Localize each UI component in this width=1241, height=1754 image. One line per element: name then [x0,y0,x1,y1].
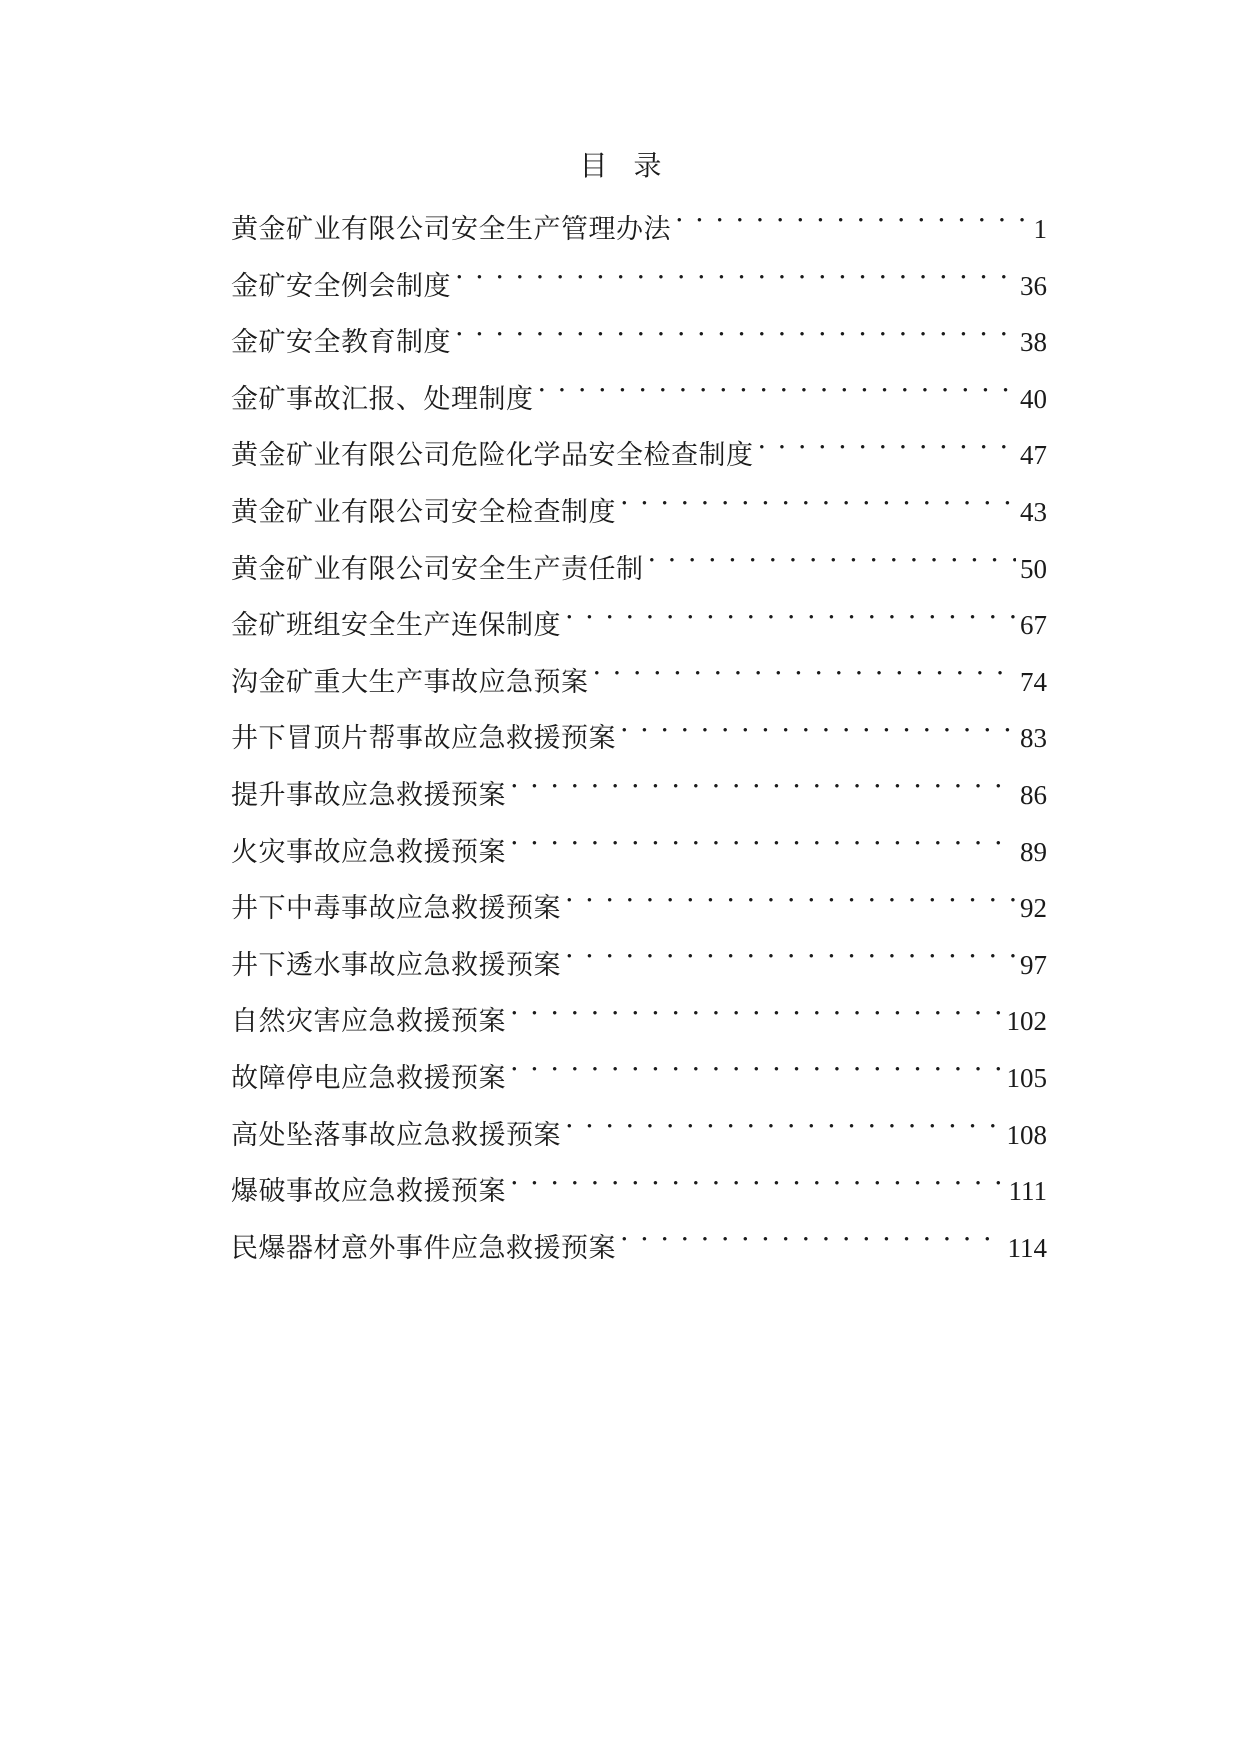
toc-entry[interactable] [231,1107,1047,1164]
toc-dot-leader [510,1173,1005,1200]
toc-entry-title: 金矿事故汇报、处理制度 [231,383,534,415]
toc-page-number: 38 [1020,327,1047,358]
toc-page-number: 86 [1020,779,1047,810]
toc-dot-leader [648,551,1017,578]
toc-entry-title: 井下透水事故应急救援预案 [231,949,561,981]
toc-page-number: 1 [1033,214,1047,244]
toc-heading: 目录 [579,149,688,182]
toc-page-number: 108 [1006,1119,1047,1150]
toc-dot-leader [455,324,1016,351]
toc-dot-leader [620,494,1016,521]
toc-entry-title: 黄金矿业有限公司危险化学品安全检查制度 [231,440,754,472]
toc-page-number: 114 [1007,1232,1047,1263]
toc-entry[interactable] [231,993,1047,1050]
toc-page-number: 40 [1020,383,1047,414]
toc-entry[interactable] [231,597,1047,654]
toc-page-number: 111 [1008,1176,1047,1207]
toc-entry[interactable] [231,1220,1047,1277]
toc-entry-title: 沟金矿重大生产事故应急预案 [231,666,589,698]
toc-entry-title: 黄金矿业有限公司安全生产责任制 [231,553,644,585]
toc-page-number: 50 [1020,553,1047,584]
toc-page-number: 43 [1020,496,1047,527]
toc-dot-leader [620,720,1016,747]
toc-entry[interactable] [231,767,1047,824]
toc-dot-leader [510,1060,1003,1087]
toc-page-number: 83 [1020,723,1047,754]
toc-entry[interactable] [231,541,1047,598]
toc-dot-leader [593,664,1017,691]
toc-entry-title: 火灾事故应急救援预案 [231,836,506,868]
toc-entry[interactable] [231,880,1047,937]
toc-dot-leader [620,1230,1004,1257]
toc-entry-title: 提升事故应急救援预案 [231,779,506,811]
toc-entry-title: 黄金矿业有限公司安全生产管理办法 [231,214,671,245]
toc-dot-leader [565,607,1016,634]
toc-page-number: 47 [1020,440,1047,471]
toc-dot-leader [675,211,1030,238]
toc-entry[interactable] [231,427,1047,484]
toc-entry-title: 金矿班组安全生产连保制度 [231,610,561,642]
toc-entry[interactable] [231,654,1047,711]
toc-entry[interactable] [231,824,1047,881]
toc-entry-title: 高处坠落事故应急救援预案 [231,1119,561,1151]
toc-entry-title: 自然灾害应急救援预案 [231,1006,506,1038]
toc-page-number: 36 [1020,270,1047,301]
toc-page-number: 74 [1020,666,1047,697]
toc-entry[interactable] [231,710,1047,767]
toc-page-number: 92 [1020,893,1047,924]
toc-entry-title: 金矿安全例会制度 [231,270,451,302]
toc-entry[interactable] [231,1163,1047,1220]
table-of-contents [231,201,1047,1276]
toc-dot-leader [758,437,1017,464]
toc-entry-title: 民爆器材意外事件应急救援预案 [231,1232,616,1264]
toc-entry-title: 井下中毒事故应急救援预案 [231,893,561,925]
toc-page-number: 89 [1020,836,1047,867]
toc-entry[interactable] [231,201,1047,258]
toc-page-number: 97 [1020,949,1047,980]
toc-dot-leader [510,777,1016,804]
toc-entry[interactable] [231,371,1047,428]
toc-entry-title: 故障停电应急救援预案 [231,1062,506,1094]
toc-page-number: 67 [1020,610,1047,641]
toc-entry[interactable] [231,258,1047,315]
toc-entry-title: 黄金矿业有限公司安全检查制度 [231,496,616,528]
toc-entry-title: 金矿安全教育制度 [231,327,451,359]
toc-entry-title: 井下冒顶片帮事故应急救援预案 [231,723,616,755]
toc-dot-leader [565,947,1016,974]
toc-entry[interactable] [231,484,1047,541]
toc-entry[interactable] [231,937,1047,994]
toc-dot-leader [510,834,1016,861]
toc-dot-leader [510,1003,1003,1030]
toc-entry[interactable] [231,314,1047,371]
toc-dot-leader [565,1117,1003,1144]
toc-entry-title: 爆破事故应急救援预案 [231,1176,506,1208]
toc-page-number: 102 [1006,1006,1047,1037]
toc-entry[interactable] [231,1050,1047,1107]
toc-dot-leader [455,268,1016,295]
toc-page-number: 105 [1006,1062,1047,1093]
toc-dot-leader [538,381,1017,408]
toc-dot-leader [565,890,1016,917]
